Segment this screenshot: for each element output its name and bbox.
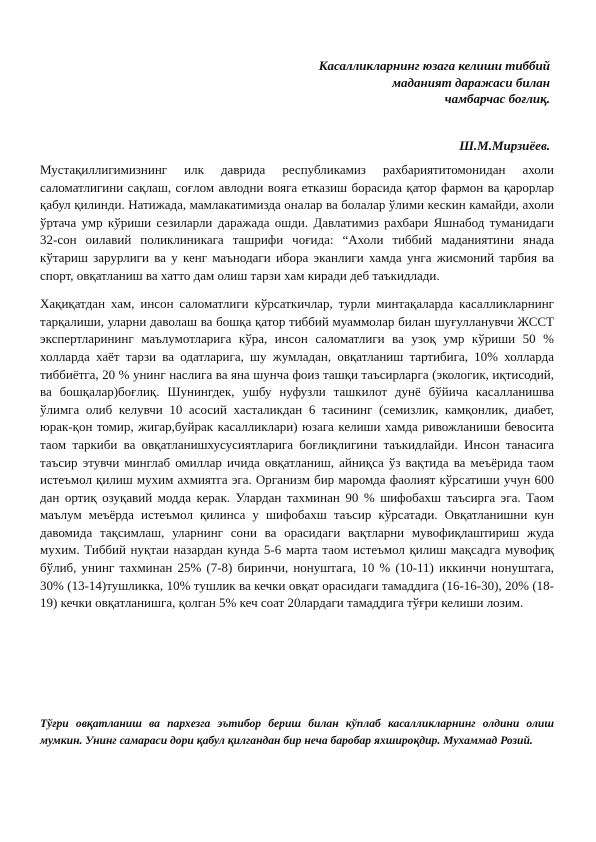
paragraph: Мустақиллигимизнинг илк даврида республикамиз рахбариятитомонидан ахоли саломатлигини сақлаш, соғлом авлодни вояга етказиш борасида қатор фармон ва қарорлар қабул қилинди. Натижада, мамлакатимизда оналар ва болалар ўлими кескин камайди, ахоли ўртача умр кўриши сезиларли даражада ошди. Давлатимиз рахбари Яшнабод туманидаги 32-сон оилавий поликлиникага ташрифи чоғида: “Ахоли тиббий маданиятини янада кўтариш зарурлиги ва у кенг маънодаги ибора эканлиги хамда унга жисмоний тарбия ва спорт, овқатланиш ва хатто дам олиш тарзи хам киради деб таъкидлади. xyxy=(40,162,554,283)
article-body xyxy=(40,161,554,623)
paragraph: Хақиқатдан хам, инсон саломатлиги кўрсаткичлар, турли минтақаларда касалликларнинг тарқалиши, уларни даволаш ва бошқа қатор тиббий муаммолар билан шуғулланувчи ЖССТ экспертларининг маълумотларига кўра, инсон саломатлиги ва узоқ умр кўриши 50 % холларда хаёт тарзи ва одатларига, шу жумладан, овқатланиш тартибига, 10% холларда тиббиётга, 20 % унинг наслига ва яна шунча фоиз ташқи таъсирларга (экологик, иқтисодий, ва бошқалар)боғлиқ. Шунингдек, ушбу нуфузли ташкилот дунё бўйича касалланишва ўлимга олиб келувчи 10 асосий хасталикдан 6 тасининг (семизлик, камқонлик, диабет, юрак-қон томир, жигар,буйрак касалликлари) юзага келиши хамда ривожланиши бевосита таом таркиби ва овқатланишхусусиятларига боғлиқлигини таъкидлайди. Инсон танасига таъсир этувчи минглаб омиллар ичида овқатланиш, айниқса ўз вақтида ва меъёрида таом истеъмол қилиш мухим ахмиятга эга. Организм бир маромда фаолият кўрсатиши учун 600 дан ортиқ озуқавий модда керак. Улардан тахминан 90 % шифобахш таъсирга эга. Таом маълум меъёрда истеъмол қилинса у шифобахш таъсир кўрсатади. Овқатланишни кун давомида тақсимлаш, уларнинг сони ва орасидаги вақтларни мувофиқлаштириш жуда мухим. Тиббий нуқтаи назардан кунда 5-6 марта таом истеъмол қилиш мақсадга мувофиқ бўлиб, унинг тахминан 25% (7-8) биринчи, нонуштага, 10 % (10-11) иккинчи нонуштага, 30% (13-14)тушликка, 10% тушлик ва кечки овқат орасидаги тамаддига (16-16-30), 20% (18-19) кечки овқатланишга, қолган 5% кеч соат 20лардаги тамаддига тўғри келиши лозим. xyxy=(40,296,554,611)
title-line: Касалликларнинг юзага келиши тиббий xyxy=(318,58,550,73)
title-line: чамбарчас боғлиқ. xyxy=(444,91,550,106)
title-line: маданият даражаси билан xyxy=(392,74,550,90)
closing-quote: Тўғри овқатланиш ва пархезга эътибор бериш билан кўплаб касалликларнинг олдини олиш мумкин. Унинг самараси дори қабул қилгандан бир неча баробар яхшироқдир. Мухаммад Розий. xyxy=(40,717,554,747)
author-name: Ш.М.Мирзиёев. xyxy=(459,138,550,153)
article-title xyxy=(190,58,550,108)
